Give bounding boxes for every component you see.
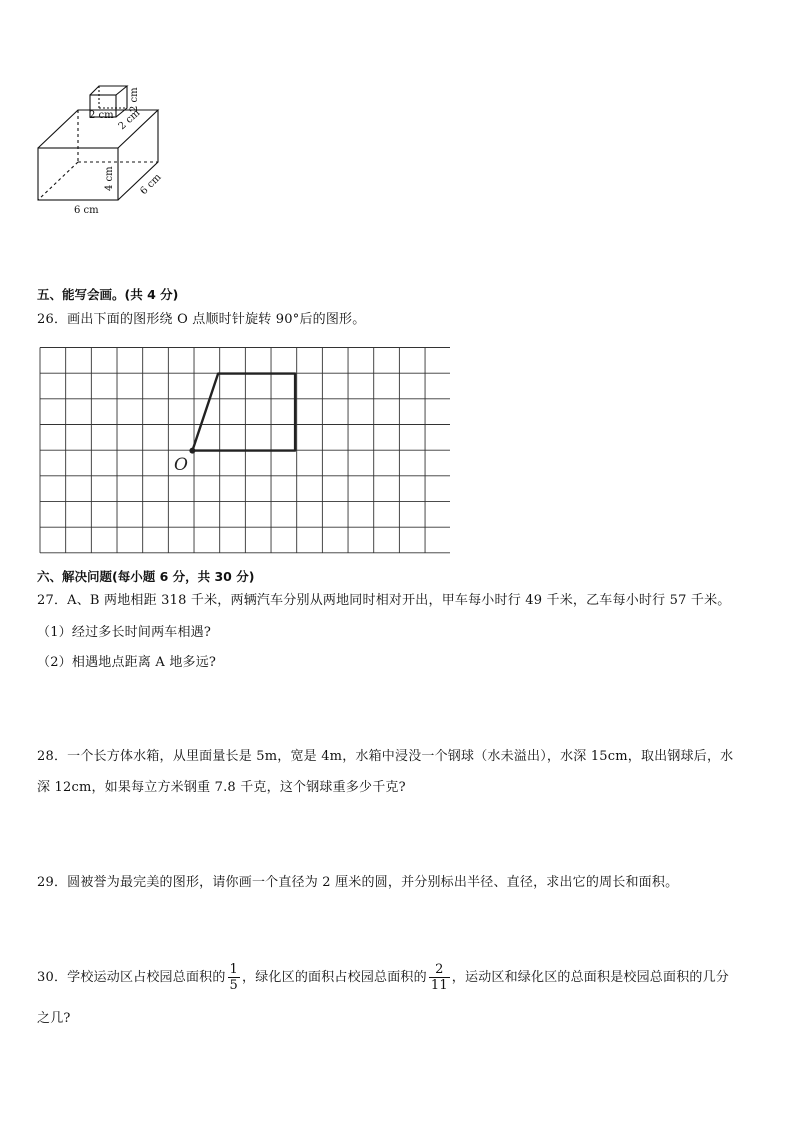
label-large-depth: 6 cm (138, 171, 164, 198)
q30-text-part-2: ，绿化区的面积占校园总面积的 (242, 969, 427, 985)
question-28-line-2: 深 12cm，如果每立方米钢重 7.8 千克，这个钢球重多少千克? (37, 780, 406, 795)
point-o-label: O (174, 455, 188, 475)
label-large-height: 4 cm (104, 166, 115, 191)
q30-text-part-1: 30．学校运动区占校园总面积的 (37, 969, 226, 985)
question-26: 26．画出下面的图形绕 O 点顺时针旋转 90°后的图形。 (37, 312, 366, 327)
question-27: 27．A、B 两地相距 318 千米，两辆汽车分别从两地同时相对开出，甲车每小时行 49 千米，乙车每小时行 57 千米。 (37, 593, 731, 608)
point-o (189, 448, 195, 454)
question-28-line-1: 28．一个长方体水箱，从里面量长是 5m，宽是 4m，水箱中浸没一个钢球（水未溢出），水深 15cm，取出钢球后，水 (37, 749, 734, 764)
fraction-1-numerator: 1 (229, 962, 239, 977)
hidden-edge-depth (38, 162, 78, 200)
label-small-depth: 2 cm (116, 107, 143, 133)
fraction-2-numerator: 2 (429, 962, 450, 978)
cuboid-figure (30, 78, 170, 218)
question-27-part-1: （1）经过多长时间两车相遇? (37, 625, 212, 640)
label-large-width: 6 cm (74, 205, 99, 216)
fraction-one-fifth (228, 962, 240, 993)
q30-text-part-3: ，运动区和绿化区的总面积是校园总面积的几分 (451, 969, 729, 985)
fraction-two-elevenths (429, 962, 450, 993)
fraction-1-denominator: 5 (229, 978, 239, 993)
question-30-line-2: 之几? (37, 1011, 71, 1026)
fraction-2-denominator: 11 (430, 978, 448, 993)
label-small-width: 2 cm (89, 110, 114, 121)
question-29: 29．圆被誉为最完美的图形，请你画一个直径为 2 厘米的圆，并分别标出半径、直径，求出它的周长和面积。 (37, 875, 679, 890)
question-27-part-2: （2）相遇地点距离 A 地多远? (37, 655, 217, 670)
section6-heading: 六、解决问题(每小题 6 分，共 30 分) (37, 569, 255, 584)
rotation-grid (38, 346, 450, 556)
small-cube-top-face (90, 86, 127, 95)
label-small-height: 2 cm (129, 87, 140, 112)
shape-outline (192, 374, 295, 451)
section5-heading: 五、能写会画。(共 4 分) (37, 287, 179, 302)
question-30-line-1 (37, 962, 729, 993)
